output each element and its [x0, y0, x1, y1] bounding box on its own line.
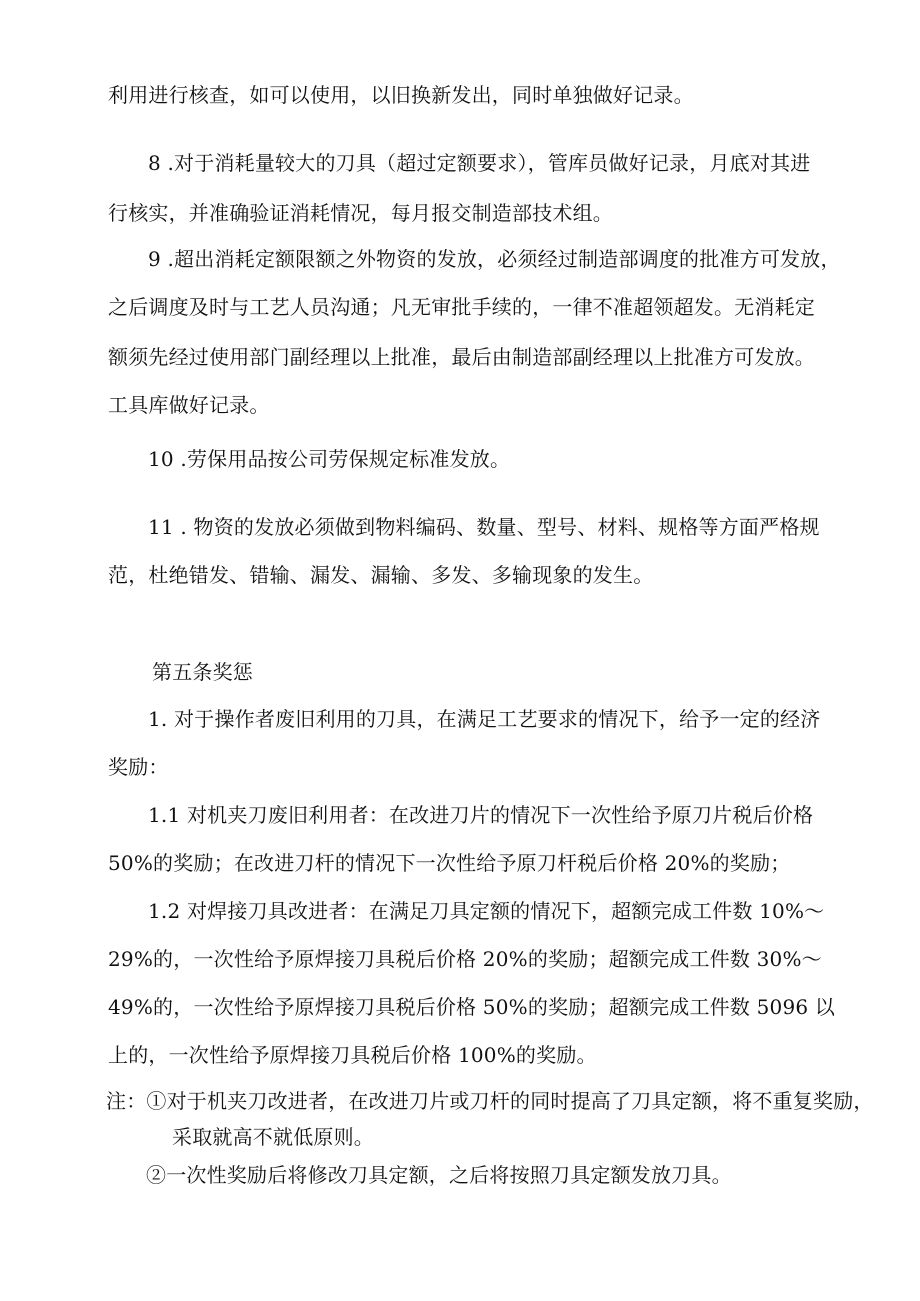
reward-1-2-line-3: 49%的，一次性给予原焊接刀具税后价格 50%的奖励；超额完成工件数 5096 以 [108, 995, 836, 1019]
reward-1-line-2: 奖励： [108, 755, 169, 779]
reward-1-2-line-1: 1.2 对焊接刀具改进者：在满足刀具定额的情况下，超额完成工件数 10%～ [148, 899, 825, 923]
reward-1-1-line-2: 50%的奖励；在改进刀杆的情况下一次性给予原刀杆税后价格 20%的奖励； [108, 851, 791, 875]
item-11-line-1: 11 . 物资的发放必须做到物料编码、数量、型号、材料、规格等方面严格规 [148, 515, 820, 539]
item-9-line-4: 工具库做好记录。 [108, 393, 270, 417]
item-9-line-3: 额须先经过使用部门副经理以上批准，最后由制造部副经理以上批准方可发放。 [108, 345, 815, 369]
reward-1-1-line-1: 1.1 对机夹刀废旧利用者：在改进刀片的情况下一次性给予原刀片税后价格 [148, 803, 814, 827]
item-10-line-1: 10 .劳保用品按公司劳保规定标准发放。 [148, 447, 511, 471]
note-1-line-2: 采取就高不就低原则。 [172, 1125, 374, 1149]
note-1-line-1: 注：①对于机夹刀改进者，在改进刀片或刀杆的同时提高了刀具定额，将不重复奖励， [106, 1089, 874, 1113]
item-11-line-2: 范，杜绝错发、错输、漏发、漏输、多发、多输现象的发生。 [108, 563, 654, 587]
reward-1-line-1: 1. 对于操作者废旧利用的刀具，在满足工艺要求的情况下，给予一定的经济 [148, 707, 821, 731]
item-8-line-2: 行核实，并准确验证消耗情况，每月报交制造部技术组。 [108, 201, 613, 225]
reward-1-2-line-2: 29%的，一次性给予原焊接刀具税后价格 20%的奖励；超额完成工件数 30%～ [108, 947, 822, 971]
section-heading: 第五条奖惩 [152, 660, 253, 684]
item-9-line-2: 之后调度及时与工艺人员沟通；凡无审批手续的，一律不准超领超发。无消耗定 [108, 295, 815, 319]
item-8-line-1: 8 .对于消耗量较大的刀具（超过定额要求），管库员做好记录，月底对其进 [148, 151, 811, 175]
text-line-1: 利用进行核查，如可以使用，以旧换新发出，同时单独做好记录。 [108, 83, 694, 107]
reward-1-2-line-4: 上的，一次性给予原焊接刀具税后价格 100%的奖励。 [108, 1043, 597, 1067]
note-2-line-1: ②一次性奖励后将修改刀具定额，之后将按照刀具定额发放刀具。 [146, 1163, 732, 1187]
item-9-line-1: 9 .超出消耗定额限额之外物资的发放，必须经过制造部调度的批准方可发放， [148, 247, 841, 271]
